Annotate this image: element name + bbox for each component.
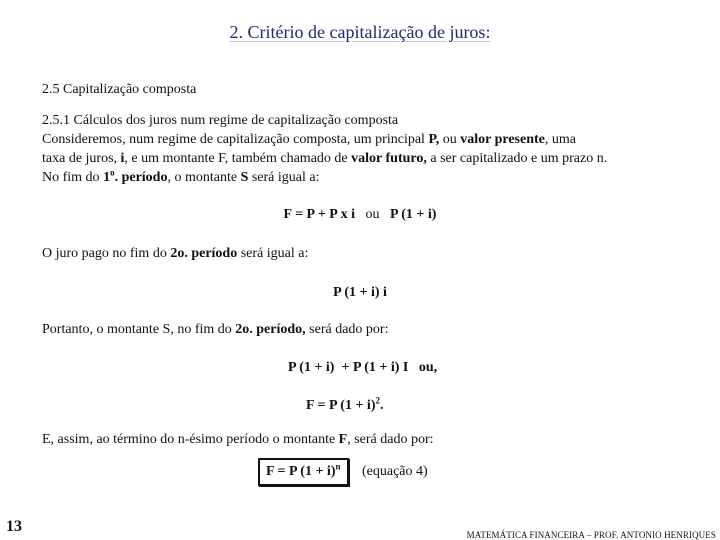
text: O juro pago no fim do bbox=[42, 246, 171, 261]
bold-term: F bbox=[338, 432, 348, 447]
section-heading: 2.5 Capitalização composta bbox=[42, 82, 197, 97]
assim-line bbox=[42, 430, 434, 450]
text: taxa de juros, bbox=[42, 151, 121, 166]
text: , e um montante F, também chamado de bbox=[124, 151, 352, 166]
footer-text: MATEMÁTICA FINANCEIRA – PROF. ANTONIO HENRIQUES bbox=[466, 530, 716, 540]
text: a ser capitalizado e um prazo n. bbox=[426, 151, 608, 166]
text: será igual a: bbox=[237, 246, 309, 261]
bold-term: 2o. período bbox=[170, 246, 238, 261]
text: E, assim, ao término do n-ésimo período o montante bbox=[42, 432, 339, 447]
formula-montante-sum: P (1 + i) + P (1 + i) I ou, bbox=[288, 360, 438, 375]
equation-label: (equação 4) bbox=[362, 464, 428, 479]
text: será igual a: bbox=[248, 170, 320, 185]
text: Consideremos, num regime de capitalização composta, um principal bbox=[42, 132, 429, 147]
bold-term: valor presente bbox=[460, 132, 545, 147]
bold-term: i bbox=[120, 151, 125, 166]
juro-line bbox=[42, 244, 308, 264]
page-number: 13 bbox=[6, 518, 22, 535]
bold-term: valor futuro, bbox=[351, 151, 427, 166]
text: No fim do bbox=[42, 170, 104, 185]
text: , será dado por: bbox=[347, 432, 434, 447]
formula-equation-4 bbox=[258, 458, 428, 486]
bold-term: P, bbox=[428, 132, 440, 147]
page-title: 2. Critério de capitalização de juros: bbox=[229, 22, 491, 42]
bold-term: S bbox=[240, 170, 249, 185]
text: ou bbox=[439, 132, 461, 147]
formula-montante-squared: F = P $(1 + i)^2$. bbox=[306, 395, 384, 413]
bold-term: 2o. período, bbox=[235, 322, 306, 337]
subsection-heading: 2.5.1 Cálculos dos juros num regime de capitalização composta bbox=[42, 113, 399, 128]
text: Portanto, o montante S, no fim do bbox=[42, 322, 236, 337]
text: será dado por: bbox=[305, 322, 389, 337]
bold-term: 1$^o$. período bbox=[103, 167, 168, 185]
paragraph-line-1 bbox=[42, 130, 576, 150]
formula-simple-interest: F = P + P x i ou P (1 + i) bbox=[283, 207, 437, 222]
paragraph-line-2 bbox=[42, 149, 607, 169]
paragraph-line-3 bbox=[42, 168, 320, 188]
text: , uma bbox=[544, 132, 576, 147]
portanto-line bbox=[42, 320, 388, 340]
boxed-formula: F = P $(1 + i)^n$ bbox=[258, 458, 349, 486]
text: , o montante bbox=[167, 170, 241, 185]
formula-second-interest: P (1 + i) i bbox=[333, 285, 387, 300]
